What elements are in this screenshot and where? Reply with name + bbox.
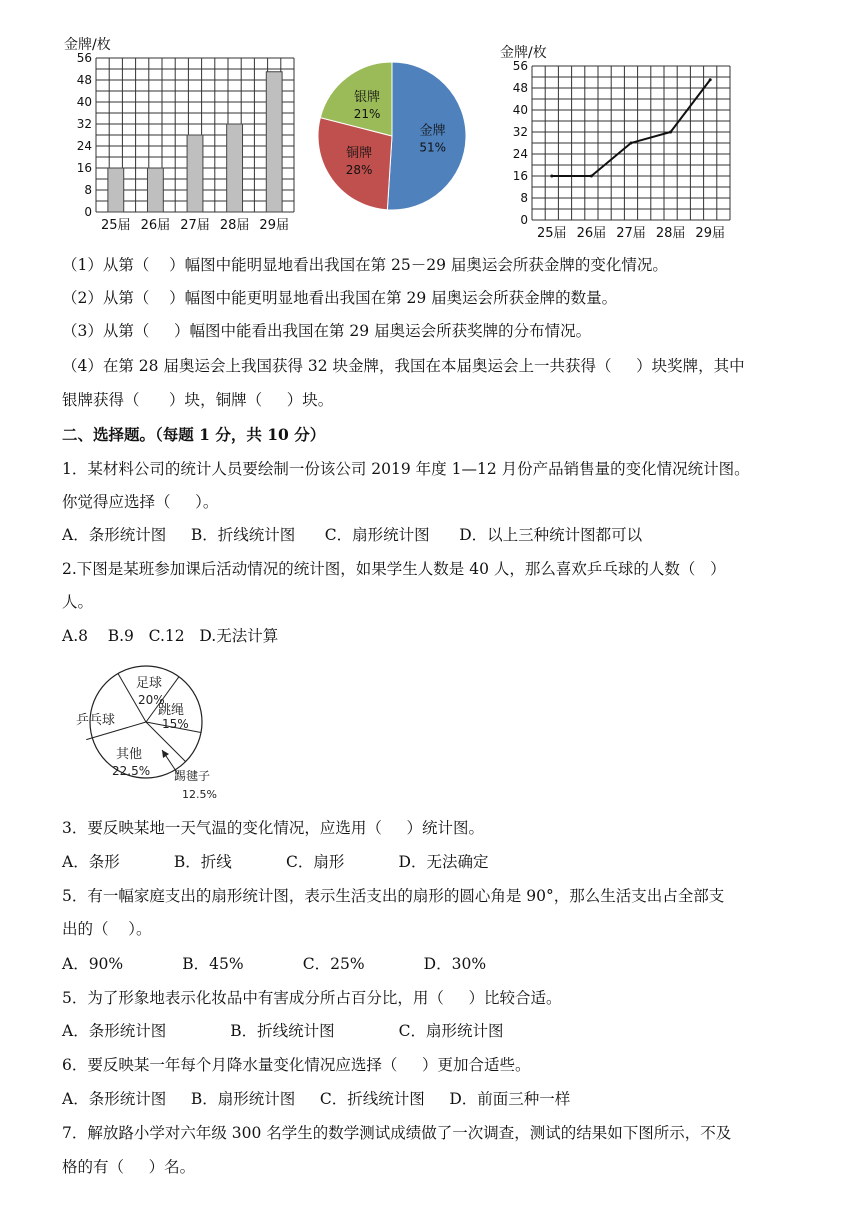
y-tick-label: 8 (520, 191, 528, 205)
y-tick-label: 40 (512, 103, 528, 117)
y-tick-label: 56 (512, 59, 528, 73)
mc-question-1-options: A．条形统计图 B．折线统计图 C．扇形统计图 D．以上三种统计图都可以 (62, 526, 643, 544)
line-point (630, 142, 633, 145)
y-tick-label: 48 (512, 81, 528, 95)
x-tick-label: 26届 (140, 218, 171, 233)
mc-question-2-line2: 人。 (62, 593, 94, 611)
x-tick-label: 25届 (537, 226, 567, 241)
mc-question-5b-options: A．条形统计图 B．折线统计图 C．扇形统计图 (62, 1022, 504, 1040)
line-chart (496, 58, 736, 243)
line-chart-unit-label: 金牌/枚 (500, 45, 547, 61)
line-point (590, 175, 593, 178)
y-tick-label: 16 (512, 169, 528, 183)
x-tick-label: 28届 (219, 218, 250, 233)
pie-slice-label: 铜牌 (346, 145, 373, 161)
line-point (669, 131, 672, 134)
y-tick-label: 24 (512, 147, 528, 161)
bar-chart-unit-label: 金牌/枚 (64, 37, 111, 53)
pie-label-football-pct: 20% (138, 693, 165, 707)
section-2-title: 二、选择题。（每题 1 分，共 10 分） (62, 425, 326, 444)
pie-label-shuttle: 踢毽子 (174, 769, 211, 783)
y-tick-label: 0 (520, 213, 528, 227)
bar (227, 124, 243, 212)
line-point (709, 78, 712, 81)
pie-slice-pct: 28% (345, 162, 373, 177)
mc-question-5b: 5．为了形象地表示化妆品中有害成分所占百分比，用（ ）比较合适。 (62, 989, 562, 1007)
mc-question-5-line2: 出的（ ）。 (62, 920, 152, 938)
x-tick-label: 29届 (259, 218, 289, 233)
bar (187, 135, 203, 212)
pie-slice-label: 银牌 (354, 89, 381, 105)
pie-label-other: 其他 (116, 747, 143, 762)
y-tick-label: 24 (76, 139, 92, 153)
mc-question-3: 3．要反映某地一天气温的变化情况，应选用（ ）统计图。 (62, 819, 484, 837)
pie-label-shuttle-pct: 12.5% (182, 788, 217, 801)
mc-question-6: 6．要反映某一年每个月降水量变化情况应选择（ ）更加合适些。 (62, 1056, 531, 1074)
mc-question-1-line2: 你觉得应选择（ ）。 (62, 493, 219, 511)
mc-question-5-line1: 5．有一幅家庭支出的扇形统计图，表示生活支出的扇形的圆心角是 90°，那么生活支出占全部支 (62, 887, 725, 905)
y-tick-label: 40 (76, 95, 92, 109)
activity-pie-chart (66, 662, 226, 804)
question-1-4-line1: （4）在第 28 届奥运会上我国获得 32 块金牌，我国在本届奥运会上一共获得（ ）块奖牌，其中 (62, 357, 745, 375)
series-line (552, 80, 710, 176)
mc-question-3-options: A．条形 B．折线 C．扇形 D．无法确定 (62, 853, 489, 871)
pie-slice-pct: 51% (419, 140, 447, 155)
x-tick-label: 26届 (576, 226, 607, 241)
pie-slice-label: 金牌 (419, 123, 446, 139)
x-tick-label: 27届 (180, 218, 210, 233)
pie-label-other-pct: 22.5% (112, 764, 151, 778)
bar (266, 72, 282, 212)
pie-label-rope-pct: 15% (162, 717, 189, 731)
question-1-4-line2: 银牌获得（ ）块，铜牌（ ）块。 (62, 391, 334, 409)
mc-question-2-line1: 2.下图是某班参加课后活动情况的统计图，如果学生人数是 40 人，那么喜欢乒乓球的人数（ ） (62, 560, 726, 578)
pie-label-pingpong: 乒乓球 (76, 713, 116, 728)
y-tick-label: 56 (76, 51, 92, 65)
bar (108, 168, 124, 212)
line-point (550, 175, 553, 178)
medal-pie-chart (312, 60, 472, 220)
pie-label-rope: 跳绳 (158, 703, 185, 718)
mc-question-2-options: A.8 B.9 C.12 D.无法计算 (62, 627, 279, 645)
mc-question-5-options: A．90% B．45% C．25% D．30% (62, 955, 487, 973)
pie-label-football: 足球 (136, 676, 163, 691)
x-tick-label: 29届 (695, 226, 725, 241)
question-1-1: （1）从第（ ）幅图中能明显地看出我国在第 25－29 届奥运会所获金牌的变化情况。 (62, 256, 668, 274)
y-tick-label: 32 (76, 117, 92, 131)
mc-question-1-line1: 1．某材料公司的统计人员要绘制一份该公司 2019 年度 1—12 月份产品销售量的变化情况统计图。 (62, 460, 750, 478)
x-tick-label: 25届 (101, 218, 131, 233)
y-tick-label: 32 (512, 125, 528, 139)
y-tick-label: 0 (84, 205, 92, 219)
bar-chart (60, 50, 300, 235)
mc-question-6-options: A．条形统计图 B．扇形统计图 C．折线统计图 D．前面三种一样 (62, 1090, 571, 1108)
y-tick-label: 8 (84, 183, 92, 197)
y-tick-label: 16 (76, 161, 92, 175)
y-tick-label: 48 (76, 73, 92, 87)
bar (147, 168, 163, 212)
question-1-3: （3）从第（ ）幅图中能看出我国在第 29 届奥运会所获奖牌的分布情况。 (62, 322, 592, 340)
question-1-2: （2）从第（ ）幅图中能更明显地看出我国在第 29 届奥运会所获金牌的数量。 (62, 289, 618, 307)
x-tick-label: 28届 (655, 226, 686, 241)
pie-slice-pct: 21% (353, 106, 381, 121)
mc-question-7-line2: 格的有（ ）名。 (62, 1158, 196, 1176)
x-tick-label: 27届 (616, 226, 646, 241)
mc-question-7-line1: 7．解放路小学对六年级 300 名学生的数学测试成绩做了一次调查，测试的结果如下图所示，不及 (62, 1124, 732, 1142)
